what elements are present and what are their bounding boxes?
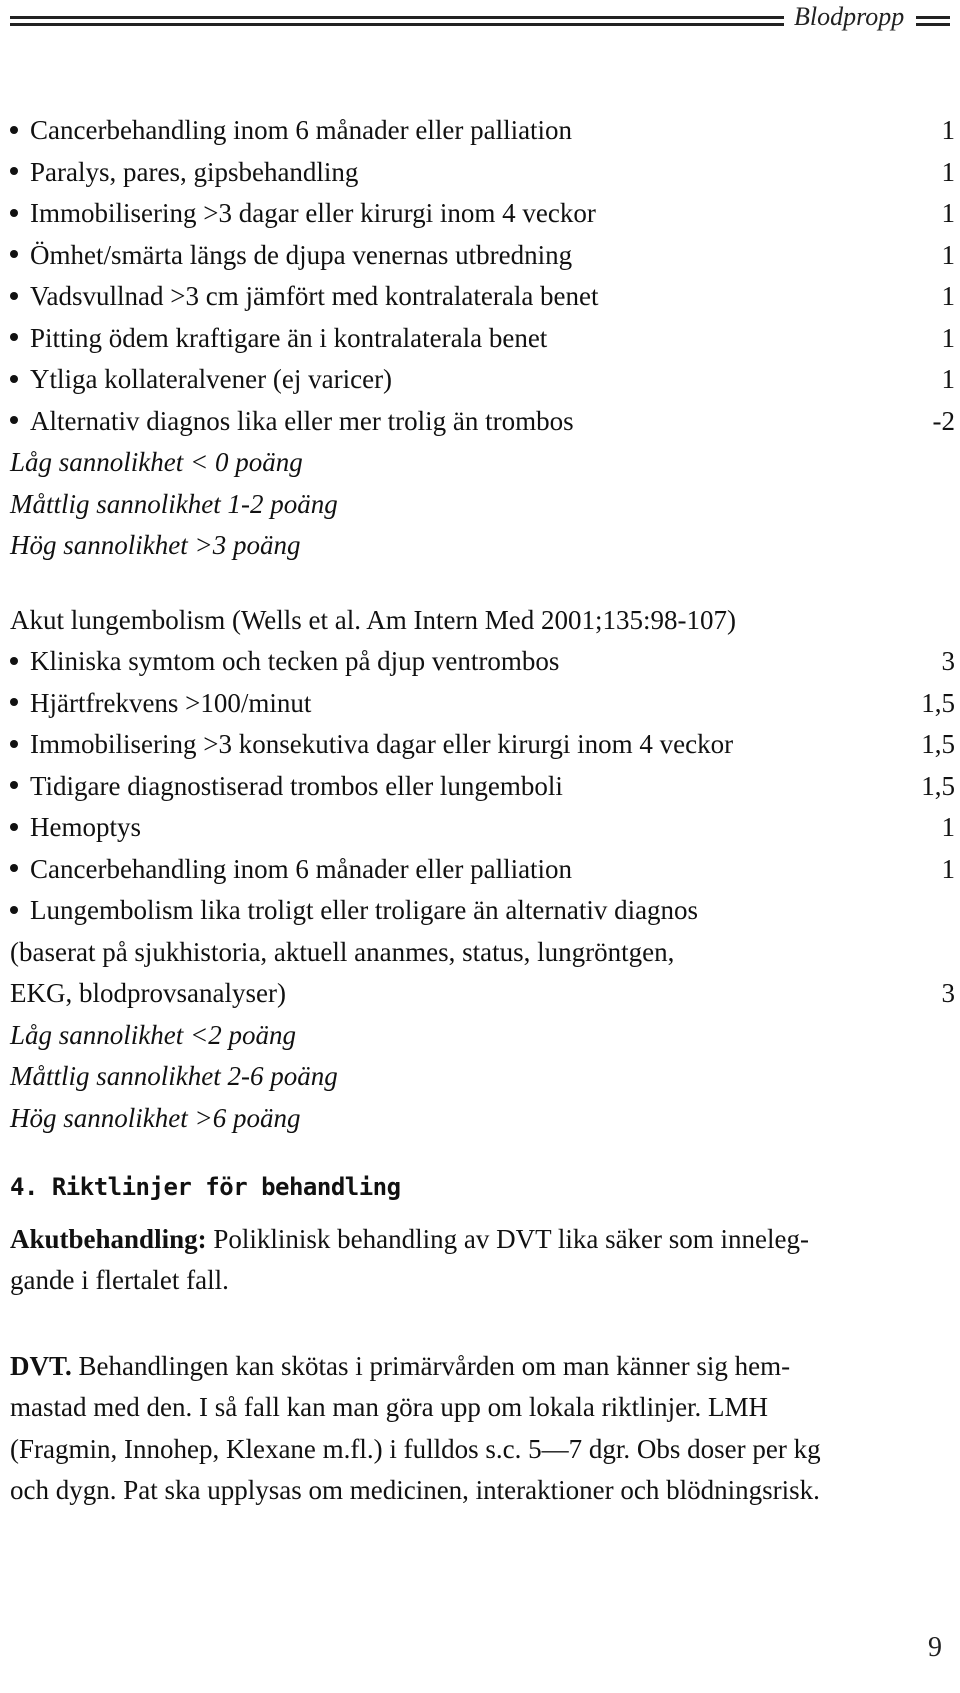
paragraph-lead: Akutbehandling: [10,1223,207,1254]
bullet-icon [10,401,30,443]
probability-low: Låg sannolikhet <2 poäng [10,1019,296,1050]
dvt-criteria-list [10,110,955,442]
list-item: Ytliga kollateralvener (ej varicer) 1 [10,359,955,401]
header-rule-left [10,16,784,19]
dvt-probability [10,442,955,567]
score: -2 [932,405,955,436]
list-item: Cancerbehandling inom 6 månader eller palliation 1 [10,110,955,152]
list-item: Cancerbehandling inom 6 månader eller palliation 1 [10,849,955,891]
score: 1 [941,322,955,353]
bullet-icon [10,890,30,932]
probability-low: Låg sannolikhet < 0 poäng [10,447,303,477]
pe-probability [10,1015,955,1140]
list-item: Hemoptys 1 [10,807,955,849]
header-rule-right [916,16,950,19]
bullet-icon [10,641,30,683]
paragraph-lead: DVT. [10,1350,72,1381]
bullet-icon [10,235,30,277]
score: 1 [941,812,955,842]
list-item: Paralys, pares, gipsbehandling 1 [10,152,955,194]
score: 3 [941,646,955,676]
list-item: Hjärtfrekvens >100/minut 1,5 [10,683,955,725]
score: 1,5 [921,770,955,801]
list-item: Immobilisering >3 konsekutiva dagar eller kirurgi inom 4 veckor 1,5 [10,724,955,766]
score: 1 [941,239,955,270]
score: 1 [941,364,955,394]
probability-high: Hög sannolikhet >6 poäng [10,1102,301,1133]
section-heading: 4. Riktlinjer för behandling [10,1173,401,1201]
probability-moderate: Måttlig sannolikhet 1-2 poäng [10,488,338,519]
bullet-icon [10,807,30,849]
list-item: Immobilisering >3 dagar eller kirurgi inom 4 veckor 1 [10,193,955,235]
score: 1 [941,853,955,884]
score: 1,5 [921,687,955,718]
bullet-icon [10,110,30,152]
bullet-icon [10,683,30,725]
score: 1 [941,115,955,145]
page-number: 9 [928,1632,942,1663]
bullet-icon [10,276,30,318]
running-title: Blodpropp [794,2,905,31]
bullet-icon [10,152,30,194]
list-item: Vadsvullnad >3 cm jämfört med kontralaterala benet 1 [10,276,955,318]
probability-high: Hög sannolikhet >3 poäng [10,530,301,560]
page-content [10,110,955,1512]
score: 1 [941,281,955,311]
pe-criteria-list [10,641,955,1015]
bullet-icon [10,724,30,766]
running-header [0,0,960,40]
score: 3 [941,978,955,1008]
list-item: Pitting ödem kraftigare än i kontralaterala benet 1 [10,318,955,360]
bullet-icon [10,766,30,808]
bullet-icon [10,193,30,235]
list-item-multiline: Lungembolism lika troligt eller troligare än alternativ diagnos (baserat på sjukhistoria, aktuell ananmes, status, lungröntgen, EKG, blodprovsanalyser) 3 [10,890,955,1015]
bullet-icon [10,318,30,360]
bullet-icon [10,849,30,891]
score: 1 [941,156,955,187]
score: 1 [941,198,955,228]
list-item: Alternativ diagnos lika eller mer trolig än trombos -2 [10,401,955,443]
probability-moderate: Måttlig sannolikhet 2-6 poäng [10,1061,338,1091]
list-item: Tidigare diagnostiserad trombos eller lungemboli 1,5 [10,766,955,808]
paragraph-dvt: DVT. Behandlingen kan skötas i primärvården om man känner sig hem- mastad med den. I så fall kan man göra upp om lokala riktlinjer. LMH (Fragmin, Innohep, Klexane m.fl.) i fulldos s.c. 5—7 dgr. Obs doser per kg och dygn. Pat ska upplysas om medicinen, interaktioner och blödningsrisk. [10,1350,821,1505]
list-item: Kliniska symtom och tecken på djup ventrombos 3 [10,641,955,683]
pe-title: Akut lungembolism (Wells et al. Am Intern Med 2001;135:98-107) [10,604,736,635]
paragraph-akutbehandling: Akutbehandling: Poliklinisk behandling av DVT lika säker som inneleg- gande i flertalet fall. [10,1223,810,1295]
score: 1,5 [921,729,955,759]
bullet-icon [10,359,30,401]
list-item: Ömhet/smärta längs de djupa venernas utbredning 1 [10,235,955,277]
